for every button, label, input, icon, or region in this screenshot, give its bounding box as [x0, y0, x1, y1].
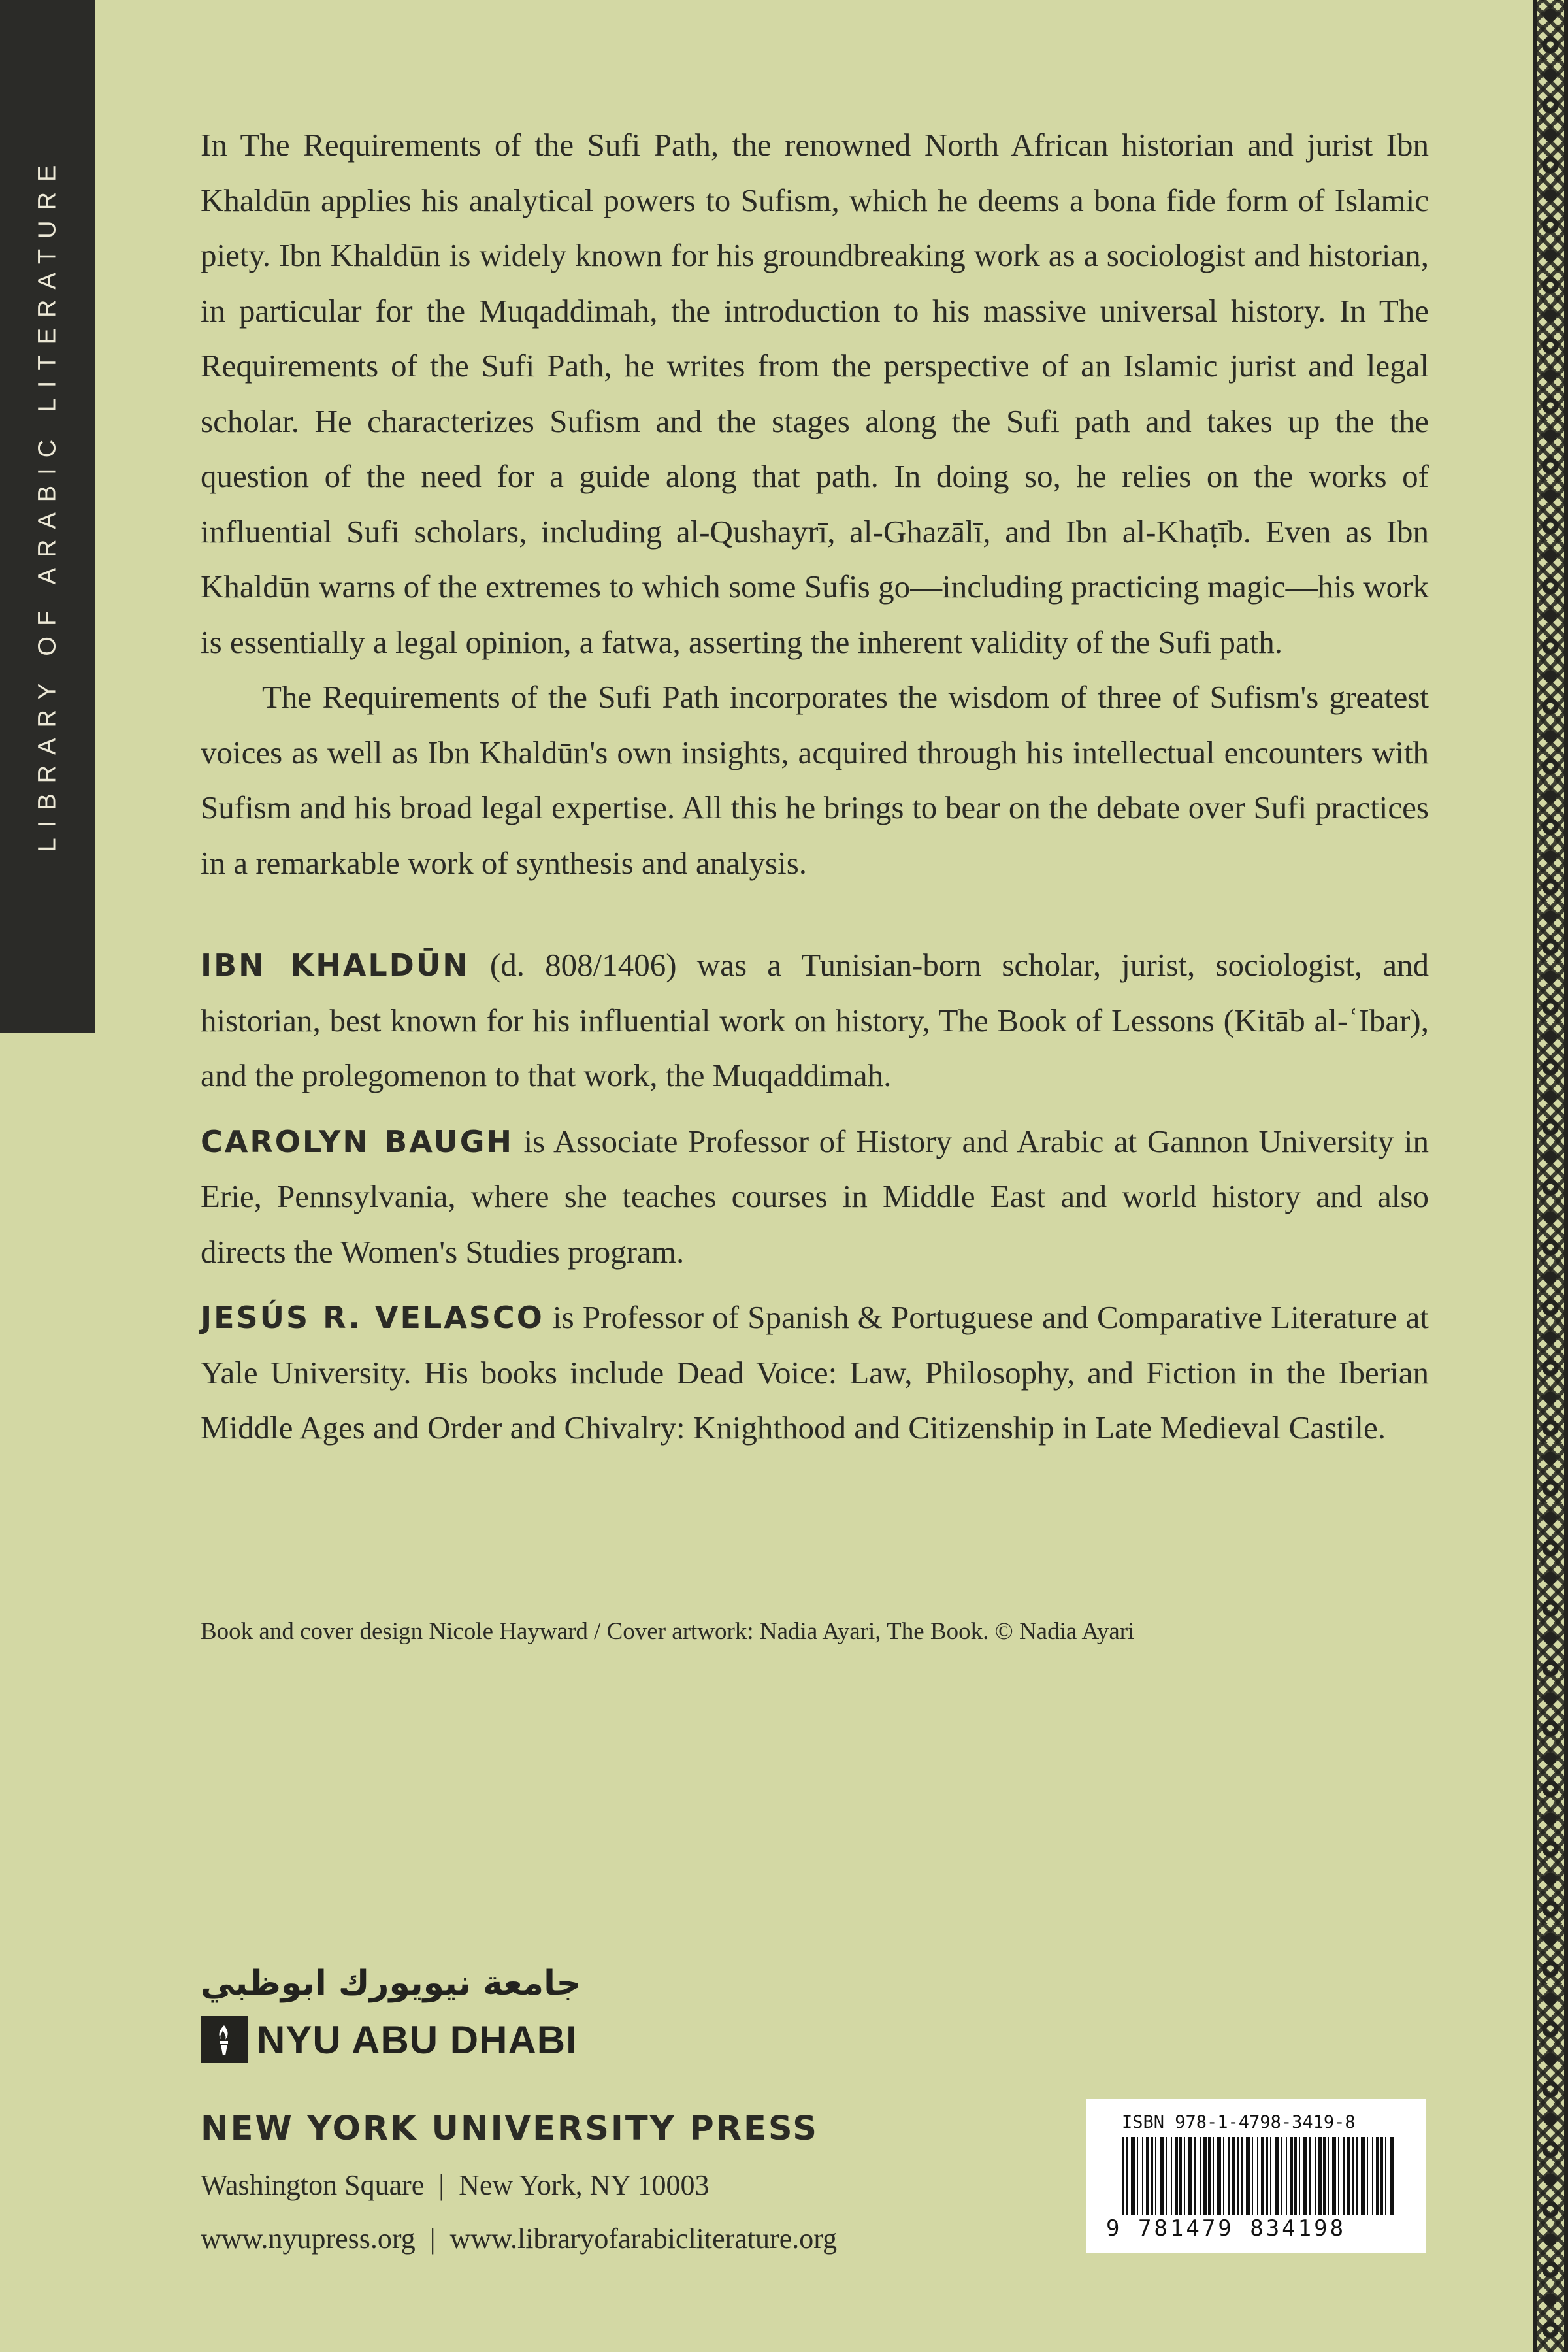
bio-name: CAROLYN BAUGH: [201, 1123, 514, 1159]
nyuad-arabic-name: جامعة نيويورك ابوظبي: [201, 1964, 581, 2003]
nyuad-logo: [201, 2016, 578, 2063]
website-lal: www.libraryofarabicliterature.org: [449, 2223, 838, 2255]
separator: |: [429, 2223, 436, 2255]
bio-text: is Professor of Spanish & Portuguese and Comparative Literature at Yale University. His books include Dead Voice: Law, Philosophy, and Fiction in the Iberian Middle Ages and Order and Chivalry: Knighthood and Citizenship in Late Medieval Castile.: [201, 1299, 1429, 1446]
publisher-name: NEW YORK UNIVERSITY PRESS: [201, 2110, 819, 2148]
isbn-barcode: [1086, 2099, 1426, 2253]
barcode-icon: [1122, 2137, 1396, 2215]
publisher-address: [201, 2168, 710, 2202]
bio-ibn-khaldun: [201, 938, 1429, 1104]
nyuad-name: NYU ABU DHABI: [257, 2017, 578, 2062]
series-label: LIBRARY OF ARABIC LITERATURE: [33, 154, 61, 852]
bio-carolyn-baugh: [201, 1114, 1429, 1280]
bio-text: (d. 808/1406) was a Tunisian-born scholar, jurist, sociologist, and historian, best known for his influential work on history, The Book of Lessons (Kitāb al-ʿIbar), and the prolegomenon to that work, the Muqaddimah.: [201, 947, 1429, 1093]
address-line-2: New York, NY 10003: [459, 2169, 710, 2201]
address-line-1: Washington Square: [201, 2169, 425, 2201]
separator: |: [438, 2169, 445, 2201]
ornamental-border: [1533, 0, 1568, 2352]
series-spine-tab: [0, 0, 95, 1033]
bio-name: IBN KHALDŪN: [201, 948, 470, 983]
barcode-digits: 9 781479 834198: [1106, 2215, 1347, 2242]
website-nyupress: www.nyupress.org: [201, 2223, 416, 2255]
description-paragraph-1: In The Requirements of the Sufi Path, the renowned North African historian and jurist Ibn Khaldūn applies his analytical powers to Sufism, which he deems a bona fide form of Islamic piety. Ibn Khaldūn is widely known for his groundbreaking work as a sociologist and historian, in particular for the Muqaddimah, the introduction to his massive universal history. In The Requirements of the Sufi Path, he writes from the perspective of an Islamic jurist and legal scholar. He characterizes Sufism and the stages along the Sufi path and takes up the the question of the need for a guide along that path. In doing so, he relies on the works of influential Sufi scholars, including al-Qushayrī, al-Ghazālī, and Ibn al-Khaṭīb. Even as Ibn Khaldūn warns of the extremes to which some Sufis go—including practicing magic—his work is essentially a legal opinion, a fatwa, asserting the inherent validity of the Sufi path.: [201, 127, 1429, 660]
publisher-websites: [201, 2222, 837, 2255]
bio-text: is Associate Professor of History and Arabic at Gannon University in Erie, Pennsylvania, where she teaches courses in Middle East and world history and also directs the Women's Studies program.: [201, 1123, 1429, 1270]
bio-name: JESÚS R. VELASCO: [201, 1300, 544, 1335]
back-cover-text: [201, 118, 1429, 1466]
design-credit: Book and cover design Nicole Hayward / Cover artwork: Nadia Ayari, The Book. © Nadia Ayari: [201, 1618, 1135, 1645]
author-bios: [201, 938, 1429, 1456]
description-paragraph-2: The Requirements of the Sufi Path incorporates the wisdom of three of Sufism's greatest voices as well as Ibn Khaldūn's own insights, acquired through his intellectual encounters with Sufism and his broad legal expertise. All this he brings to bear on the debate over Sufi practices in a remarkable work of synthesis and analysis.: [201, 679, 1429, 881]
torch-icon: [201, 2016, 248, 2063]
bio-jesus-velasco: [201, 1290, 1429, 1456]
isbn-label: ISBN 978-1-4798-3419-8: [1122, 2112, 1356, 2132]
